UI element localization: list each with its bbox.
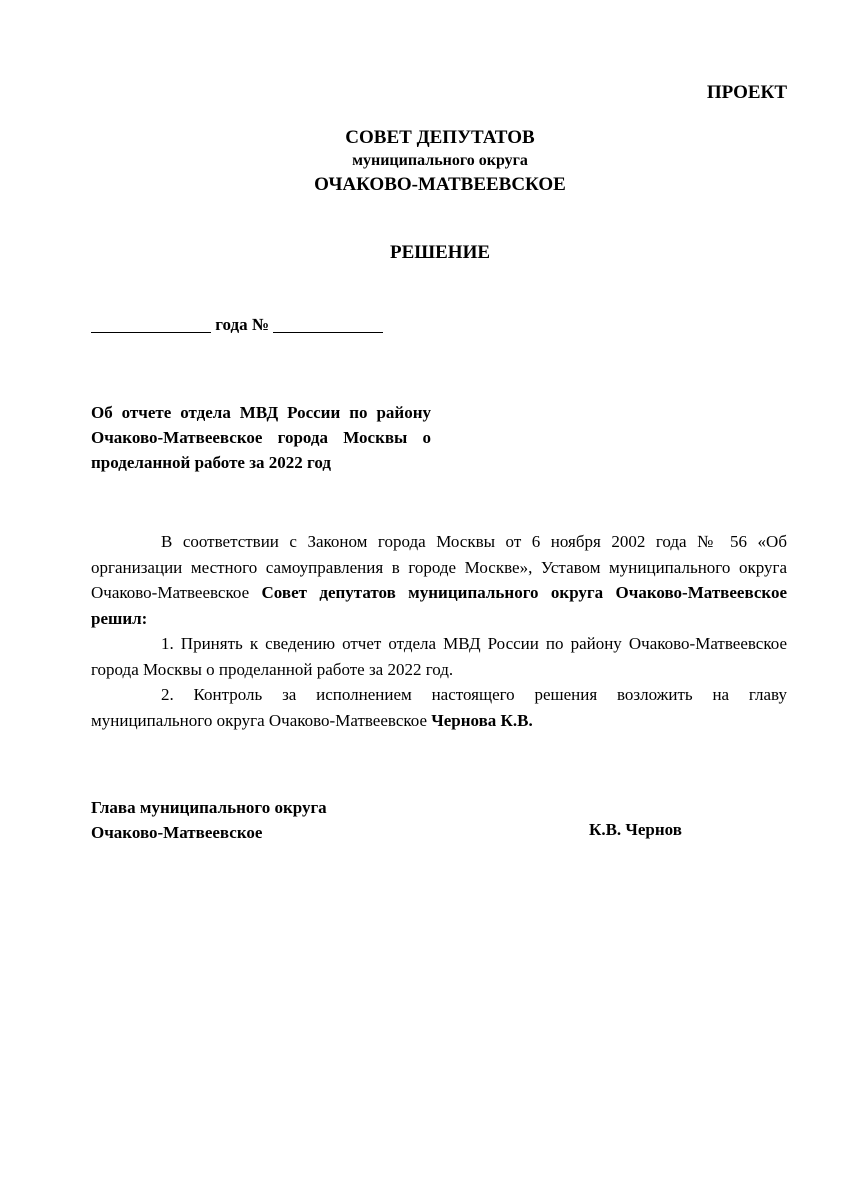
signature-title (91, 795, 327, 845)
number-blank (273, 314, 383, 333)
decision-item-1: 1. Принять к сведению отчет отдела МВД России по району Очаково-Матвеевское города Москвы о проделанной работе за 2022 год. (91, 634, 787, 679)
council-subtitle: муниципального округа (352, 152, 528, 169)
preamble-text: В соответствии с Законом города Москвы от 6 ноября 2002 года № 56 «Об организации местного самоуправления в городе Москве», Уставом муниципального округа Очаково-Матвеевское (91, 532, 787, 602)
decision-item-2 (91, 682, 787, 733)
item-2-text: 2. Контроль за исполнением настоящего решения возложить на главу муниципального округа Очаково-Матвеевское (91, 685, 787, 730)
signature-name: К.В. Чернов (589, 820, 682, 839)
draft-status-label: ПРОЕКТ (706, 82, 787, 103)
signature-title-line-2: Очаково-Матвеевское (91, 823, 263, 842)
signature-title-line-1: Глава муниципального округа (91, 798, 327, 817)
date-number-line (91, 314, 383, 335)
date-blank (91, 314, 211, 333)
date-number-label: года № (215, 315, 269, 334)
decision-body (91, 529, 787, 733)
district-name: ОЧАКОВО-МАТВЕЕВСКОЕ (314, 174, 566, 195)
document-type: РЕШЕНИЕ (389, 242, 491, 263)
decision-subject: Об отчете отдела МВД России по району Очаково-Матвеевское города Москвы о проделанной работе за 2022 год (91, 403, 431, 472)
item-2-person: Чернова К.В. (431, 710, 533, 730)
preamble-resolution: Совет депутатов муниципального округа Очаково-Матвеевское решил: (91, 583, 787, 628)
council-title: СОВЕТ ДЕПУТАТОВ (345, 127, 535, 148)
preamble-paragraph (91, 529, 787, 631)
